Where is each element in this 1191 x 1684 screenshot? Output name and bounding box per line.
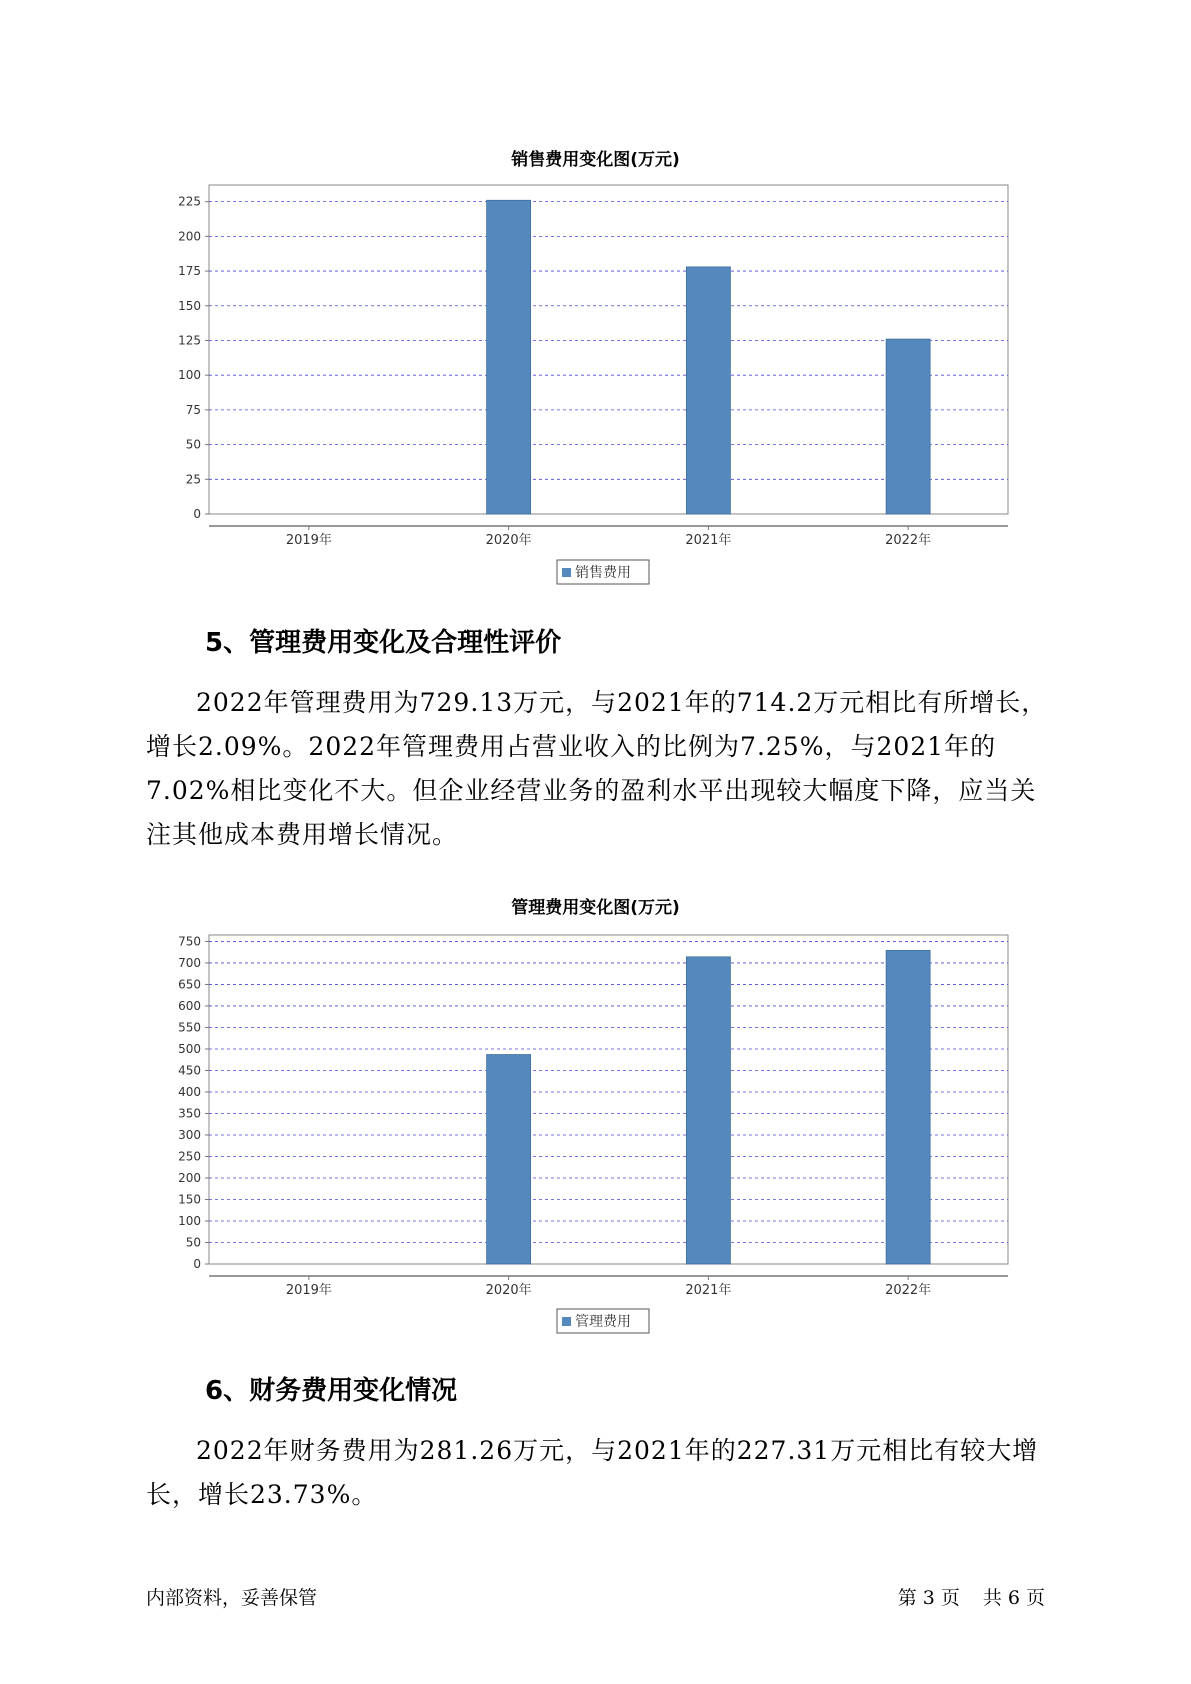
total-prefix: 共 [982,1587,1002,1609]
y-tick-label: 450 [178,1063,201,1078]
section6-body: 2022年财务费用为281.26万元，与2021年的227.31万元相比有较大增长，增长23.73%。 [146,1436,1039,1509]
y-tick-label: 250 [178,1149,201,1164]
y-tick-label: 125 [178,333,201,348]
y-tick-label: 100 [178,1213,201,1228]
bar-2022年 [886,339,930,514]
x-tick-label: 2019年 [285,533,332,548]
y-tick-label: 150 [178,1192,201,1207]
total-unit: 页 [1025,1587,1045,1609]
y-tick-label: 50 [185,437,201,452]
x-tick-label: 2020年 [485,533,532,548]
x-tick-label: 2022年 [885,1283,932,1298]
bar-2020年 [487,200,531,514]
legend-label: 销售费用 [575,565,631,581]
y-tick-label: 50 [185,1235,201,1250]
x-tick-label: 2019年 [285,1283,332,1298]
x-tick-label: 2021年 [685,1283,732,1298]
y-tick-label: 700 [178,955,201,970]
y-tick-label: 600 [178,998,201,1013]
y-tick-label: 25 [185,472,201,487]
y-tick-label: 650 [178,977,201,992]
sales-chart-title: 销售费用变化图(万元) [511,150,680,170]
y-tick-label: 400 [178,1084,201,1099]
x-tick-label: 2022年 [885,533,932,548]
footer-confidential-note: 内部资料，妥善保管 [146,1587,318,1609]
x-tick-label: 2020年 [485,1283,532,1298]
page-prefix: 第 [897,1587,917,1609]
x-tick-label: 2021年 [685,533,732,548]
bar-2021年 [686,267,730,514]
sales-expense-chart [0,170,1191,610]
y-tick-label: 350 [178,1106,201,1121]
page-unit: 页 [940,1587,960,1609]
y-tick-label: 300 [178,1127,201,1142]
legend-swatch [562,1317,571,1326]
page-current: 3 [922,1587,935,1609]
y-tick-label: 150 [178,298,201,313]
section5-heading: 5、管理费用变化及合理性评价 [205,628,562,658]
legend-label: 管理费用 [575,1314,631,1330]
admin-expense-chart [0,918,1191,1338]
y-tick-label: 0 [193,507,201,521]
y-tick-label: 200 [178,229,201,244]
y-tick-label: 550 [178,1020,201,1035]
bar-2022年 [886,950,930,1264]
y-tick-label: 750 [178,934,201,949]
section5-body: 2022年管理费用为729.13万元，与2021年的714.2万元相比有所增长，增长2.09%。2022年管理费用占营业收入的比例为7.25%，与2021年的7.02%相比变化不大。但企业经营业务的盈利水平出现较大幅度下降，应当关注其他成本费用增长情况。 [146,688,1048,849]
footer-page-indicator [895,1583,1048,1610]
bar-2020年 [487,1055,531,1264]
y-tick-label: 0 [193,1257,201,1271]
y-tick-label: 75 [185,402,201,417]
section6-heading: 6、财务费用变化情况 [205,1376,458,1406]
y-tick-label: 225 [178,194,201,209]
bar-2021年 [686,957,730,1264]
y-tick-label: 200 [178,1170,201,1185]
y-tick-label: 500 [178,1041,201,1056]
admin-chart-title: 管理费用变化图(万元) [511,898,680,918]
legend-swatch [562,568,571,577]
page-total: 6 [1007,1587,1020,1609]
y-tick-label: 100 [178,368,201,383]
y-tick-label: 175 [178,264,201,279]
